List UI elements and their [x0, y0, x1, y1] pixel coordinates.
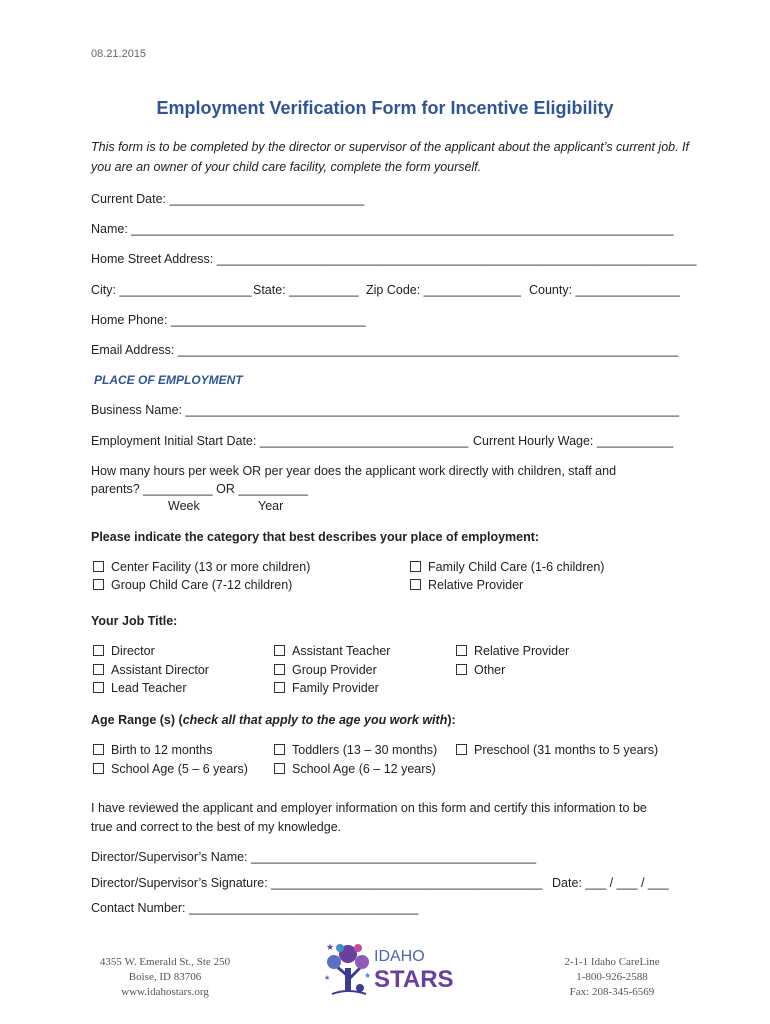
checkbox[interactable] [93, 744, 104, 755]
name-field[interactable]: Name: ______________________________________________________________________________ [91, 222, 674, 236]
checkbox[interactable] [410, 579, 421, 590]
zip-code-field[interactable]: Zip Code: ______________ [366, 283, 521, 297]
hours-question: How many hours per week OR per year does the applicant work directly with children, staff and [91, 464, 617, 478]
tree-icon [322, 940, 374, 998]
svg-text:★: ★ [326, 942, 335, 952]
business-name-field[interactable]: Business Name: _______________________________________________________________________ [91, 403, 680, 417]
document-date: 08.21.2015 [91, 48, 147, 60]
footer-website-link[interactable]: www.idahostars.org [121, 986, 209, 998]
idaho-stars-logo [322, 940, 462, 1000]
job-title-option[interactable]: Assistant Director [93, 663, 209, 677]
checkbox[interactable] [456, 645, 467, 656]
age-range-heading: Age Range (s) (check all that apply to the age you work with): [91, 713, 456, 727]
checkbox[interactable] [274, 645, 285, 656]
category-option[interactable]: Relative Provider [410, 578, 523, 592]
checkbox[interactable] [93, 682, 104, 693]
form-instructions: This form is to be completed by the director or supervisor of the applicant about the applicant’s current job. If you are an owner of your child care facility, complete the form yourself. [91, 140, 689, 174]
age-range-option[interactable]: Preschool (31 months to 5 years) [456, 743, 658, 757]
place-of-employment-heading: PLACE OF EMPLOYMENT [94, 373, 243, 387]
footer-address [75, 955, 255, 1000]
certification-text: true and correct to the best of my knowledge. [91, 820, 342, 834]
home-street-field[interactable]: Home Street Address: _____________________________________________________________________ [91, 252, 697, 266]
county-field[interactable]: County: _______________ [529, 283, 680, 297]
home-phone-field[interactable]: Home Phone: ____________________________ [91, 313, 366, 327]
email-field[interactable]: Email Address: ________________________________________________________________________ [91, 343, 679, 357]
contact-number-field[interactable]: Contact Number: _________________________________ [91, 901, 419, 915]
category-option[interactable]: Group Child Care (7-12 children) [93, 578, 292, 592]
logo-idaho-text: IDAHO [374, 948, 425, 965]
job-title-option[interactable]: Family Provider [274, 681, 379, 695]
job-title-option[interactable]: Relative Provider [456, 644, 569, 658]
job-title-option[interactable]: Assistant Teacher [274, 644, 390, 658]
age-range-option[interactable]: School Age (6 – 12 years) [274, 762, 436, 776]
city-field[interactable]: City: ___________________ [91, 283, 252, 297]
footer-address-line: Boise, ID 83706 [128, 971, 202, 983]
checkbox[interactable] [274, 744, 285, 755]
footer-fax: Fax: 208-345-6569 [569, 986, 655, 998]
state-field[interactable]: State: __________ [253, 283, 359, 297]
current-date-field[interactable]: Current Date: ____________________________ [91, 192, 365, 206]
hours-fields[interactable]: parents? __________ OR __________ [91, 482, 308, 496]
age-range-option[interactable]: School Age (5 – 6 years) [93, 762, 248, 776]
footer-phone: 1-800-926-2588 [576, 971, 648, 983]
certification-text: I have reviewed the applicant and employer information on this form and certify this information to be [91, 801, 647, 815]
category-heading: Please indicate the category that best describes your place of employment: [91, 530, 540, 544]
job-title-option[interactable]: Lead Teacher [93, 681, 187, 695]
director-signature-field[interactable]: Director/Supervisor’s Signature: _______________________________________ [91, 876, 543, 890]
checkbox[interactable] [410, 561, 421, 572]
checkbox[interactable] [274, 664, 285, 675]
job-title-heading: Your Job Title: [91, 614, 178, 628]
svg-text:★: ★ [364, 971, 372, 980]
checkbox[interactable] [274, 682, 285, 693]
checkbox[interactable] [274, 763, 285, 774]
category-option[interactable]: Family Child Care (1-6 children) [410, 560, 604, 574]
footer-address-line: 4355 W. Emerald St., Ste 250 [99, 956, 231, 968]
checkbox[interactable] [456, 744, 467, 755]
hourly-wage-field[interactable]: Current Hourly Wage: ___________ [473, 434, 674, 448]
checkbox[interactable] [93, 579, 104, 590]
job-title-option[interactable]: Group Provider [274, 663, 377, 677]
age-range-option[interactable]: Birth to 12 months [93, 743, 212, 757]
checkbox[interactable] [93, 561, 104, 572]
footer-careline: 2-1-1 Idaho CareLine [564, 956, 660, 968]
year-label: Year [258, 499, 284, 513]
job-title-option[interactable]: Director [93, 644, 155, 658]
svg-text:★: ★ [324, 975, 331, 982]
start-date-field[interactable]: Employment Initial Start Date: ______________________________ [91, 434, 469, 448]
age-range-option[interactable]: Toddlers (13 – 30 months) [274, 743, 437, 757]
job-title-option[interactable]: Other [456, 663, 505, 677]
checkbox[interactable] [93, 664, 104, 675]
category-option[interactable]: Center Facility (13 or more children) [93, 560, 310, 574]
signature-date-field[interactable]: Date: ___ / ___ / ___ [552, 876, 669, 890]
checkbox[interactable] [456, 664, 467, 675]
form-title: Employment Verification Form for Incentive Eligibility [156, 98, 614, 118]
footer-contact [522, 955, 702, 1000]
week-label: Week [168, 499, 200, 513]
checkbox[interactable] [93, 645, 104, 656]
checkbox[interactable] [93, 763, 104, 774]
logo-stars-text: STARS [374, 966, 454, 993]
director-name-field[interactable]: Director/Supervisor’s Name: _________________________________________ [91, 850, 537, 864]
